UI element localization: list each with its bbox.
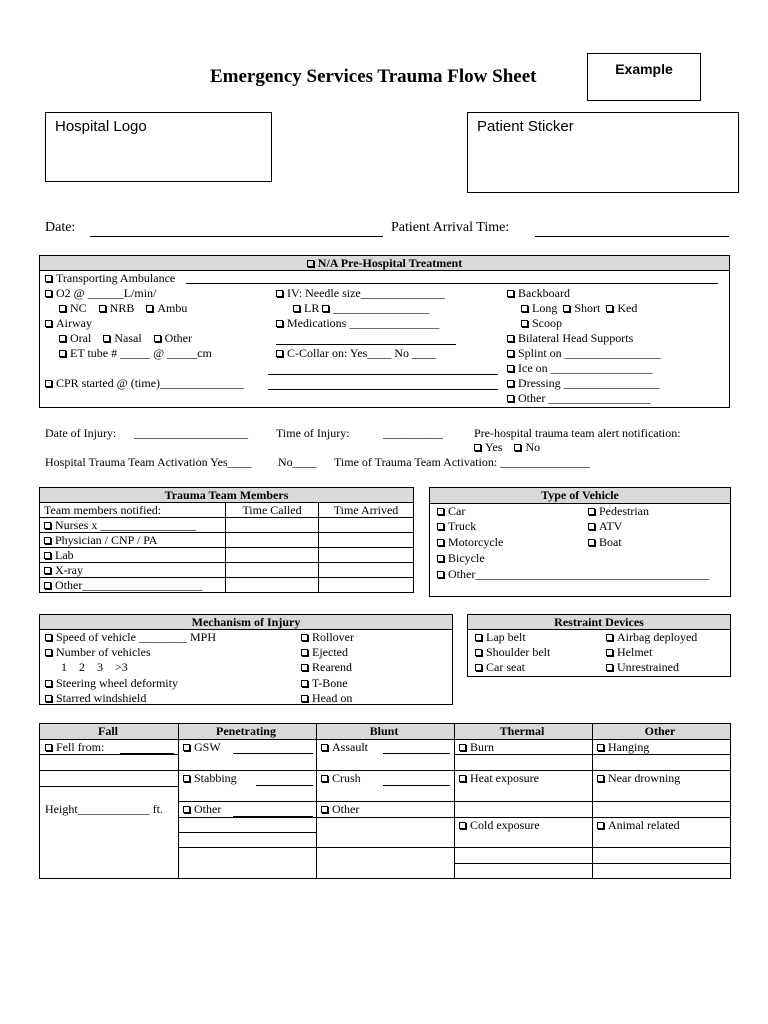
blunt-other xyxy=(321,802,359,816)
airway-options xyxy=(59,331,192,345)
vehicle-atv xyxy=(588,519,622,533)
backboard-row xyxy=(507,286,570,300)
col-fall: Fall xyxy=(98,724,118,738)
speed-checkbox[interactable] xyxy=(45,634,52,641)
gsw-label: GSW xyxy=(194,740,221,754)
stabbing-label: Stabbing xyxy=(194,771,237,785)
fall-from xyxy=(45,740,104,754)
team-other-label: Other____________________ xyxy=(55,578,203,592)
pen-stabbing xyxy=(183,771,237,785)
backboard-label: Backboard xyxy=(518,286,570,300)
lr-line: ________________ xyxy=(333,301,430,315)
team-lab-label: Lab xyxy=(55,548,74,562)
team-physician-checkbox[interactable] xyxy=(44,537,51,544)
bicycle-label: Bicycle xyxy=(448,551,485,565)
iv-label: IV: Needle size______________ xyxy=(287,286,445,300)
other-drowning xyxy=(597,771,680,785)
alert-yes-label: Yes xyxy=(485,440,503,454)
gsw-field[interactable] xyxy=(233,753,313,754)
airway-checkbox[interactable] xyxy=(45,320,52,327)
dressing-row xyxy=(507,376,660,390)
pedestrian-checkbox[interactable] xyxy=(588,508,595,515)
boat-checkbox[interactable] xyxy=(588,539,595,546)
crush-label: Crush xyxy=(332,771,361,785)
alert-label: Pre-hospital trauma team alert notification: xyxy=(474,426,681,440)
fall-checkbox[interactable] xyxy=(45,744,52,751)
animal-label: Animal related xyxy=(608,818,680,832)
cpr-checkbox[interactable] xyxy=(45,380,52,387)
team-col-called: Time Called xyxy=(226,503,319,518)
blunt-assault xyxy=(321,740,368,754)
backboard-options xyxy=(521,301,637,315)
mech-counts: 1 2 3 >3 xyxy=(61,660,128,674)
physician-time-arrived[interactable] xyxy=(319,533,414,548)
ccollar-label: C-Collar on: Yes____ No ____ xyxy=(287,346,437,360)
windshield-label: Starred windshield xyxy=(56,691,147,705)
grid-hline-r-2 xyxy=(178,801,730,802)
car-checkbox[interactable] xyxy=(437,508,444,515)
rearend-checkbox[interactable] xyxy=(301,664,308,671)
iv-row xyxy=(276,286,445,300)
lap-belt-checkbox[interactable] xyxy=(475,634,482,641)
mech-rearend xyxy=(301,660,352,674)
fall-from-label: Fell from: xyxy=(56,740,105,754)
headon-checkbox[interactable] xyxy=(301,695,308,702)
col-other: Other xyxy=(644,724,676,738)
medications-row xyxy=(276,316,439,330)
backboard-checkbox[interactable] xyxy=(507,290,514,297)
physician-time-called[interactable] xyxy=(226,533,319,548)
cpr-row xyxy=(45,376,244,390)
nc-label: NC xyxy=(70,301,87,315)
shoulder-belt-checkbox[interactable] xyxy=(475,649,482,656)
vehicle-truck xyxy=(437,519,476,533)
page-title: Emergency Services Trauma Flow Sheet xyxy=(210,66,537,87)
team-col-arrived: Time Arrived xyxy=(319,503,414,518)
drowning-label: Near drowning xyxy=(608,771,681,785)
xray-time-arrived[interactable] xyxy=(319,563,414,578)
headon-label: Head on xyxy=(312,691,353,705)
team-title: Trauma Team Members xyxy=(40,488,414,503)
lab-time-called[interactable] xyxy=(226,548,319,563)
xray-time-called[interactable] xyxy=(226,563,319,578)
helmet-label: Helmet xyxy=(617,645,653,659)
boat-label: Boat xyxy=(599,535,622,549)
unrestrained-checkbox[interactable] xyxy=(606,664,613,671)
car-seat-label: Car seat xyxy=(486,660,525,674)
table-row xyxy=(40,563,414,578)
restraint-shoulder xyxy=(475,645,550,659)
speed-label: Speed of vehicle ________ MPH xyxy=(56,630,216,644)
scoop-row xyxy=(521,316,562,330)
activation-label: Hospital Trauma Team Activation Yes____ xyxy=(45,455,252,469)
mech-windshield xyxy=(45,691,146,705)
alert-no-checkbox[interactable] xyxy=(514,444,521,451)
burn-checkbox[interactable] xyxy=(459,744,466,751)
pre-other-checkbox[interactable] xyxy=(507,395,514,402)
et-tube-checkbox[interactable] xyxy=(59,350,66,357)
ambu-label: Ambu xyxy=(157,301,188,315)
o2-options xyxy=(59,301,187,315)
heat-label: Heat exposure xyxy=(470,771,539,785)
fall-from-field[interactable] xyxy=(120,753,174,754)
scoop-checkbox[interactable] xyxy=(521,320,528,327)
team-col-notified: Team members notified: xyxy=(40,503,226,518)
mech-rollover xyxy=(301,630,354,644)
team-xray-checkbox[interactable] xyxy=(44,567,51,574)
gsw-checkbox[interactable] xyxy=(183,744,190,751)
ccollar-checkbox[interactable] xyxy=(276,350,283,357)
iv-checkbox[interactable] xyxy=(276,290,283,297)
car-seat-checkbox[interactable] xyxy=(475,664,482,671)
blunt-other-label: Other xyxy=(332,802,360,816)
dressing-checkbox[interactable] xyxy=(507,380,514,387)
nasal-label: Nasal xyxy=(114,331,142,345)
medications-label: Medications _______________ xyxy=(287,316,440,330)
thermal-heat xyxy=(459,771,539,785)
fall-height: Height____________ ft. xyxy=(45,802,163,816)
mech-number xyxy=(45,645,151,659)
trauma-team-table xyxy=(39,487,414,593)
col-penetrating: Penetrating xyxy=(216,724,276,738)
lr-checkbox[interactable] xyxy=(293,305,300,312)
lr-label: LR xyxy=(304,301,320,315)
thermal-burn xyxy=(459,740,494,754)
restraint-lap xyxy=(475,630,526,644)
alert-no-label: No xyxy=(525,440,541,454)
date-field[interactable] xyxy=(90,236,383,237)
vehicle-other xyxy=(437,567,709,581)
splint-checkbox[interactable] xyxy=(507,350,514,357)
atv-label: ATV xyxy=(599,519,623,533)
windshield-checkbox[interactable] xyxy=(45,695,52,702)
date-label: Date: xyxy=(45,220,76,235)
team-nurses-label: Nurses x ________________ xyxy=(55,518,197,532)
bilateral-label: Bilateral Head Supports xyxy=(518,331,634,345)
table-row xyxy=(40,533,414,548)
vehicle-car xyxy=(437,504,465,518)
tbone-checkbox[interactable] xyxy=(301,680,308,687)
pen-other-field[interactable] xyxy=(233,816,313,817)
patient-sticker-label: Patient Sticker xyxy=(477,118,574,135)
airway-row xyxy=(45,316,92,330)
restraint-header: Restraint Devices xyxy=(468,615,730,630)
mechanism-header: Mechanism of Injury xyxy=(40,615,452,630)
pen-other-label: Other xyxy=(194,802,222,816)
activation-no: No____ xyxy=(278,455,317,469)
restraint-unrestrained xyxy=(606,660,679,674)
patient-sticker-box xyxy=(467,112,739,193)
team-nurses-checkbox[interactable] xyxy=(44,522,51,529)
rollover-checkbox[interactable] xyxy=(301,634,308,641)
nurses-time-arrived[interactable] xyxy=(319,518,414,533)
stabbing-checkbox[interactable] xyxy=(183,775,190,782)
injury-date-field[interactable]: ___________________ xyxy=(134,426,248,440)
o2-checkbox[interactable] xyxy=(45,290,52,297)
rearend-label: Rearend xyxy=(312,660,352,674)
vehicle-motorcycle xyxy=(437,535,503,549)
crush-checkbox[interactable] xyxy=(321,775,328,782)
assault-checkbox[interactable] xyxy=(321,744,328,751)
example-label: Example xyxy=(615,61,673,77)
ejected-label: Ejected xyxy=(312,645,348,659)
splint-row xyxy=(507,346,661,360)
team-xray-label: X-ray xyxy=(55,563,83,577)
airway-label: Airway xyxy=(56,316,92,330)
team-lab-checkbox[interactable] xyxy=(44,552,51,559)
hanging-label: Hanging xyxy=(608,740,650,754)
motorcycle-checkbox[interactable] xyxy=(437,539,444,546)
ked-label: Ked xyxy=(617,301,638,315)
transport-checkbox[interactable] xyxy=(45,275,52,282)
team-other-checkbox[interactable] xyxy=(44,582,51,589)
nrb-label: NRB xyxy=(109,301,135,315)
crush-field[interactable] xyxy=(383,785,450,786)
burn-label: Burn xyxy=(470,740,494,754)
pre-other-label: Other _________________ xyxy=(518,391,651,405)
grid-hline-r-1 xyxy=(454,754,730,755)
na-checkbox[interactable] xyxy=(307,260,314,267)
airbag-label: Airbag deployed xyxy=(617,630,698,644)
team-physician-label: Physician / CNP / PA xyxy=(55,533,158,547)
pen-gsw xyxy=(183,740,221,754)
number-checkbox[interactable] xyxy=(45,649,52,656)
truck-label: Truck xyxy=(448,519,477,533)
cold-label: Cold exposure xyxy=(470,818,540,832)
blunt-crush xyxy=(321,771,361,785)
vehicle-pedestrian xyxy=(588,504,649,518)
drowning-checkbox[interactable] xyxy=(597,775,604,782)
mech-steering xyxy=(45,676,178,690)
notes-line-1[interactable] xyxy=(268,374,498,375)
transport-row xyxy=(45,271,175,285)
table-row xyxy=(40,518,414,533)
dressing-label: Dressing ________________ xyxy=(518,376,660,390)
prehospital-title: N/A Pre-Hospital Treatment xyxy=(317,256,463,270)
col-thermal: Thermal xyxy=(499,724,545,738)
transport-label: Transporting Ambulance xyxy=(56,271,176,285)
short-checkbox[interactable] xyxy=(563,305,570,312)
long-checkbox[interactable] xyxy=(521,305,528,312)
et-tube-row xyxy=(59,346,212,360)
restraint-airbag xyxy=(606,630,697,644)
airway-other-checkbox[interactable] xyxy=(154,335,161,342)
pedestrian-label: Pedestrian xyxy=(599,504,649,518)
grid-hline-fall-2 xyxy=(40,786,178,787)
steering-label: Steering wheel deformity xyxy=(56,676,178,690)
thermal-cold xyxy=(459,818,540,832)
nasal-checkbox[interactable] xyxy=(103,335,110,342)
ice-row xyxy=(507,361,653,375)
lab-time-arrived[interactable] xyxy=(319,548,414,563)
pre-other-row xyxy=(507,391,650,405)
ice-checkbox[interactable] xyxy=(507,365,514,372)
pen-other-checkbox[interactable] xyxy=(183,806,190,813)
ambu-checkbox[interactable] xyxy=(146,305,153,312)
steering-checkbox[interactable] xyxy=(45,680,52,687)
other-animal xyxy=(597,818,680,832)
oral-label: Oral xyxy=(70,331,92,345)
grid-hline-r-5 xyxy=(178,847,730,848)
mech-ejected xyxy=(301,645,348,659)
car-label: Car xyxy=(448,504,466,518)
shoulder-belt-label: Shoulder belt xyxy=(486,645,551,659)
o2-label: O2 @ ______L/min/ xyxy=(56,286,157,300)
col-blunt: Blunt xyxy=(369,724,399,738)
unrestrained-label: Unrestrained xyxy=(617,660,679,674)
example-box xyxy=(587,53,701,101)
long-label: Long xyxy=(532,301,558,315)
blunt-other-checkbox[interactable] xyxy=(321,806,328,813)
airbag-checkbox[interactable] xyxy=(606,634,613,641)
ccollar-row xyxy=(276,346,436,360)
injury-time-label: Time of Injury: xyxy=(276,426,350,440)
table-row xyxy=(40,578,414,593)
grid-hline-r-6 xyxy=(454,863,730,864)
hospital-logo-label: Hospital Logo xyxy=(55,118,147,135)
vehicle-boat xyxy=(588,535,622,549)
helmet-checkbox[interactable] xyxy=(606,649,613,656)
nc-checkbox[interactable] xyxy=(59,305,66,312)
hospital-logo-box xyxy=(45,112,272,182)
alert-yes-checkbox[interactable] xyxy=(474,444,481,451)
prehospital-header xyxy=(40,256,729,271)
injury-time-field[interactable]: __________ xyxy=(383,426,443,440)
transport-field[interactable] xyxy=(186,283,718,284)
grid-hline-fall-1 xyxy=(40,754,178,755)
short-label: Short xyxy=(574,301,601,315)
nurses-time-called[interactable] xyxy=(226,518,319,533)
et-tube-label: ET tube # _____ @ _____cm xyxy=(70,346,212,360)
medications-field-2[interactable] xyxy=(276,344,456,345)
rollover-label: Rollover xyxy=(312,630,354,644)
nrb-checkbox[interactable] xyxy=(99,305,106,312)
assault-label: Assault xyxy=(332,740,368,754)
bilateral-row xyxy=(507,331,633,345)
table-row xyxy=(40,548,414,563)
cold-checkbox[interactable] xyxy=(459,822,466,829)
atv-checkbox[interactable] xyxy=(588,523,595,530)
grid-hline-r-4 xyxy=(178,832,316,833)
mech-headon xyxy=(301,691,352,705)
airway-other-label: Other xyxy=(164,331,192,345)
restraint-carseat xyxy=(475,660,525,674)
lap-belt-label: Lap belt xyxy=(486,630,526,644)
scoop-label: Scoop xyxy=(532,316,562,330)
bilateral-checkbox[interactable] xyxy=(507,335,514,342)
restraint-helmet xyxy=(606,645,652,659)
heat-checkbox[interactable] xyxy=(459,775,466,782)
tbone-label: T-Bone xyxy=(312,676,348,690)
pen-other xyxy=(183,802,221,816)
mech-tbone xyxy=(301,676,348,690)
medications-checkbox[interactable] xyxy=(276,320,283,327)
animal-checkbox[interactable] xyxy=(597,822,604,829)
notes-line-2[interactable] xyxy=(268,389,498,390)
vehicle-header: Type of Vehicle xyxy=(430,488,730,504)
bicycle-checkbox[interactable] xyxy=(437,555,444,562)
vehicle-bicycle xyxy=(437,551,485,565)
ked-checkbox[interactable] xyxy=(606,305,613,312)
truck-checkbox[interactable] xyxy=(437,523,444,530)
o2-row xyxy=(45,286,156,300)
arrival-time-label: Patient Arrival Time: xyxy=(391,220,510,235)
lr-row xyxy=(293,301,429,315)
other-hanging xyxy=(597,740,649,754)
ice-label: Ice on _________________ xyxy=(518,361,653,375)
hanging-checkbox[interactable] xyxy=(597,744,604,751)
injury-date-label: Date of Injury: xyxy=(45,426,117,440)
splint-label: Splint on ________________ xyxy=(518,346,661,360)
other-time-arrived[interactable] xyxy=(319,578,414,593)
lr-line-checkbox[interactable] xyxy=(322,305,329,312)
cpr-label: CPR started @ (time)______________ xyxy=(56,376,245,390)
ejected-checkbox[interactable] xyxy=(301,649,308,656)
stabbing-field[interactable] xyxy=(256,785,313,786)
vehicle-other-label: Other_______________________________________ xyxy=(448,567,710,581)
other-time-called[interactable] xyxy=(226,578,319,593)
oral-checkbox[interactable] xyxy=(59,335,66,342)
number-label: Number of vehicles xyxy=(56,645,151,659)
mech-speed xyxy=(45,630,216,644)
assault-field[interactable] xyxy=(383,753,450,754)
motorcycle-label: Motorcycle xyxy=(448,535,504,549)
activation-time: Time of Trauma Team Activation: _______________ xyxy=(334,455,591,469)
vehicle-other-checkbox[interactable] xyxy=(437,571,444,578)
arrival-time-field[interactable] xyxy=(535,236,729,237)
alert-options xyxy=(474,440,540,454)
